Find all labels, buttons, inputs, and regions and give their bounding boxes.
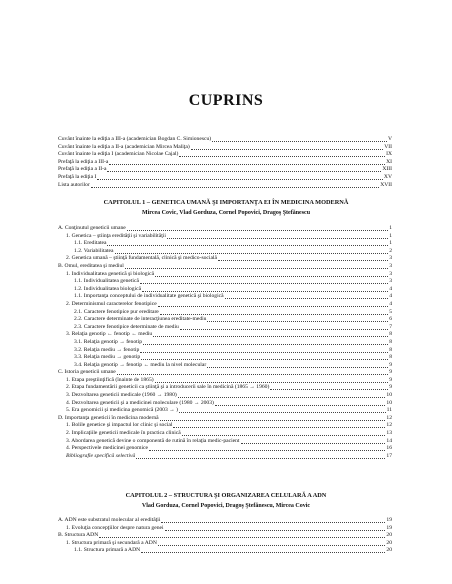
toc-entry [58,324,392,332]
toc-entry [58,369,392,377]
toc-entry-page: 5 [389,308,392,315]
dot-leader [149,449,385,451]
toc-entry-text: Cuvânt înainte la ediţia a II-a (academician Mircea Maliţa) [58,143,190,150]
toc-entry-text: 3.4. Relaţia genotip → fenotip ← mediu la nivel molecular [74,361,207,368]
toc-entry-text: Prefaţă la ediţia a III-a [58,158,109,165]
dot-leader [167,237,388,239]
toc-entry [58,362,392,370]
toc-entry [58,316,392,324]
toc-entry [58,392,392,400]
toc-entry [58,339,392,347]
toc-entry-page: 14 [386,437,392,444]
chapter-2-title: CAPITOLUL 2 – STRUCTURA ŞI ORGANIZAREA CELULARĂ A ADN [125,492,327,499]
toc-entry [58,151,392,159]
toc-entry-text: 1. Genetica – ştiinţa eredităţii şi variabilităţii [66,232,166,239]
toc-entry-text: 1.1. Individualitatea genetică [74,278,139,285]
toc-entry-page: 10 [386,399,392,406]
toc-entry-text: 1.1. Ereditatea [74,240,107,247]
toc-entry-page: 6 [389,316,392,323]
chapter-2-authors: Vlad Gorduza, Cornel Popovici, Dragoş Ştefănescu, Mircea Covic [141,503,311,509]
toc-entry-page: 4 [389,285,392,292]
toc-entry-page: 1 [389,240,392,247]
toc-entry [58,233,392,241]
toc-entry [58,547,392,555]
dot-leader [182,434,386,436]
toc-entry [58,271,392,279]
toc-entry [58,248,392,256]
toc-entry-page: 2 [389,247,392,254]
dot-leader [270,388,388,390]
toc-entry-page: XV [383,173,392,180]
dot-leader [225,297,389,299]
toc-entry-text: 4. Dezvoltarea geneticii şi a medicinei moleculare (1980 → 2003) [66,399,214,406]
toc-entry-page: 8 [389,354,392,361]
toc-entry [58,377,392,385]
chapter-2-entries [58,517,392,555]
toc-entry-text: 2. Genetica umană – ştiinţă fundamentală, clinică şi medico-socială [66,255,217,262]
toc-entry [58,453,392,461]
toc-entry-text: Prefaţă la ediţia a II-a [58,166,107,173]
toc-entry-text: 1. Individualitatea genetică şi biologică [66,270,155,277]
dot-leader [180,328,388,330]
toc-entry-text: 2. Implicaţiile geneticii medicale în practica clinică [66,430,181,437]
dot-leader [173,426,385,428]
dot-leader [158,544,386,546]
toc-entry [58,159,392,167]
toc-entry-page: 3 [389,278,392,285]
toc-entry-text: 3.1. Relaţia genotip → fenotip [74,338,143,345]
toc-entry [58,278,392,286]
toc-entry [58,263,392,271]
dot-leader [127,229,388,231]
toc-entry-text: Cuvânt înainte la ediţia a III-a (academician Bogdan C. Simionescu) [58,136,212,142]
toc-entry-page: 20 [386,547,392,554]
dot-leader [207,320,388,322]
toc-entry-page: 16 [386,445,392,452]
dot-leader [155,381,389,383]
toc-entry [58,293,392,301]
toc-entry-page: 11 [386,407,392,414]
toc-entry [58,174,392,182]
toc-entry-page: 9 [389,384,392,391]
toc-entry [58,286,392,294]
toc-entry [58,136,392,144]
toc-entry-page: 3 [389,262,392,269]
toc-entry-page: 8 [389,338,392,345]
toc-entry-text: 1. Etapa preştiinţifică (înainte de 1865) [66,376,154,383]
dot-leader [158,305,389,307]
dot-leader [179,155,385,157]
toc-entry-page: XIII [382,166,392,173]
toc-entry-page: 19 [386,517,392,523]
toc-entry-page: 20 [386,539,392,546]
toc-entry-page: 3 [389,255,392,262]
dot-leader [215,404,386,406]
toc-entry-page: 4 [389,293,392,300]
toc-entry-text: 1. Evoluţia concepţiilor despre natura genei [66,524,164,531]
dot-leader [153,335,388,337]
toc-entry-text: 4. Perspectivele medicinei genomice [66,445,149,452]
toc-entry-text: A. ADN este substratul molecular al eredităţii [58,517,161,523]
front-matter-list [58,136,392,189]
dot-leader [165,529,386,531]
toc-entry-text: 2. Etapa fundamentării geneticii ca ştiinţă şi a introducerii sale în medicină (1865 → 1960) [66,384,270,391]
toc-entry-page: V [387,136,392,142]
toc-entry-page: 4 [389,300,392,307]
toc-entry [58,430,392,438]
toc-entry [58,438,392,446]
dot-leader [141,551,385,553]
dot-leader [218,259,388,261]
toc-entry-page: 10 [386,392,392,399]
toc-entry [58,400,392,408]
toc-entry-text: 2.2. Caractere determinate de interacţiunea ereditate-mediu [74,316,207,323]
dot-leader [143,343,388,345]
toc-entry [58,445,392,453]
page-title: CUPRINS [188,92,264,109]
dot-leader [140,351,388,353]
toc-entry [58,407,392,415]
toc-entry-text: 1. Bolile genetice şi impactul lor clinic şi social [66,422,173,429]
toc-entry-text: Prefaţă la ediţia I [58,173,97,180]
toc-entry-text: Bibliografie specifică selectivă [66,452,136,459]
toc-entry-text: 2.3. Caractere fenotipice determinate de mediu [74,323,179,330]
toc-entry-text: 1.1. Importanţa conceptului de individualitate genetică şi biologică [74,293,224,300]
toc-entry-text: 2.1. Caractere fenotipice pur ereditare [74,308,159,315]
dot-leader [117,373,388,375]
toc-entry-text: 1. Structura primară şi secundară a ADN [66,539,157,546]
toc-entry-text: 1.1. Structura primară a ADN [74,547,141,554]
toc-entry-page: VII [384,143,392,150]
toc-entry-page: 17 [386,452,392,459]
toc-entry [58,166,392,174]
dot-leader [160,419,386,421]
toc-entry-page: 9 [389,376,392,383]
toc-entry [58,384,392,392]
toc-entry-text: B. Structura ADN [58,532,99,539]
toc-entry [58,331,392,339]
toc-entry-page: 12 [386,414,392,421]
toc-entry-text: C. Istoria geneticii umane [58,369,116,376]
toc-entry-text: 3. Abordarea genetică devine o componentă de rutină în relaţia medic-pacient [66,437,240,444]
dot-leader [155,275,388,277]
toc-entry-page: XVII [380,181,392,188]
dot-leader [161,521,385,523]
toc-entry-text: A. Conţinutul geneticii umane [58,225,126,231]
dot-leader [178,396,386,398]
toc-entry [58,240,392,248]
toc-entry [58,532,392,540]
toc-entry [58,540,392,548]
chapter-1-authors: Mircea Covic, Vlad Gorduza, Cornel Popovici, Dragoş Ştefănescu [141,210,311,216]
toc-entry-page: 19 [386,524,392,531]
dot-leader [125,267,388,269]
toc-entry-page: 12 [386,422,392,429]
toc-entry-text: 3.3. Relaţia mediu → genotip [74,354,141,361]
toc-entry [58,347,392,355]
dot-leader [142,290,388,292]
toc-entry [58,309,392,317]
toc-entry-text: 2. Determinismul caracterelor fenotipice [66,300,157,307]
toc-entry-page: 8 [389,331,392,338]
toc-entry-text: D. Importanţa geneticii în medicina modernă [58,414,159,421]
toc-entry [58,301,392,309]
toc-entry-text: 3. Relaţia genotip ← fenotip ← mediu [66,331,153,338]
dot-leader [212,140,387,142]
dot-leader [241,442,386,444]
dot-leader [91,186,379,188]
toc-entry-page: 7 [389,323,392,330]
toc-entry-text: Cuvânt înainte la ediţia I (academician Nicolae Cajal) [58,151,179,158]
chapter-1-entries [58,225,392,460]
dot-leader [99,536,385,538]
toc-entry [58,525,392,533]
dot-leader [109,163,385,165]
dot-leader [140,282,388,284]
dot-leader [160,313,388,315]
toc-entry-text: 5. Era genomicii şi medicina genomică (2003 → ) [66,407,178,414]
toc-entry [58,144,392,152]
toc-entry [58,517,392,525]
dot-leader [115,252,389,254]
toc-entry [58,422,392,430]
dot-leader [207,366,388,368]
toc-entry-page: 20 [386,532,392,539]
toc-entry-page: 3 [389,270,392,277]
toc-entry-text: B. Omul, ereditatea şi mediul [58,262,124,269]
chapter-1-title: CAPITOLUL 1 – GENETICA UMANĂ ŞI IMPORTANŢA EI ÎN MEDICINA MODERNĂ [103,199,349,206]
toc-entry [58,225,392,233]
toc-entry-page: 9 [389,369,392,376]
toc-entry [58,354,392,362]
toc-entry-page: 9 [389,361,392,368]
dot-leader [107,244,388,246]
toc-entry-page: XI [386,158,392,165]
dot-leader [179,411,386,413]
toc-entry [58,182,392,190]
toc-entry [58,255,392,263]
dot-leader [97,178,383,180]
toc-entry-text: 1.2. Variabilitatea [74,247,114,254]
toc-entry-text: 3.2. Relaţia mediu → fenotip [74,346,140,353]
toc-entry-page: 8 [389,346,392,353]
toc-entry-page: 1 [389,225,392,231]
dot-leader [136,457,385,459]
toc-entry-page: 13 [386,430,392,437]
dot-leader [141,358,388,360]
dot-leader [107,170,381,172]
toc-entry-page: IX [386,151,392,158]
toc-entry [58,415,392,423]
toc-entry-text: 1.2. Individualitatea biologică [74,285,142,292]
toc-entry-text: Lista autorilor [58,181,90,188]
toc-entry-page: 1 [389,232,392,239]
dot-leader [191,148,384,150]
toc-entry-text: 3. Dezvoltarea geneticii medicale (1960 → 1980) [66,392,177,399]
